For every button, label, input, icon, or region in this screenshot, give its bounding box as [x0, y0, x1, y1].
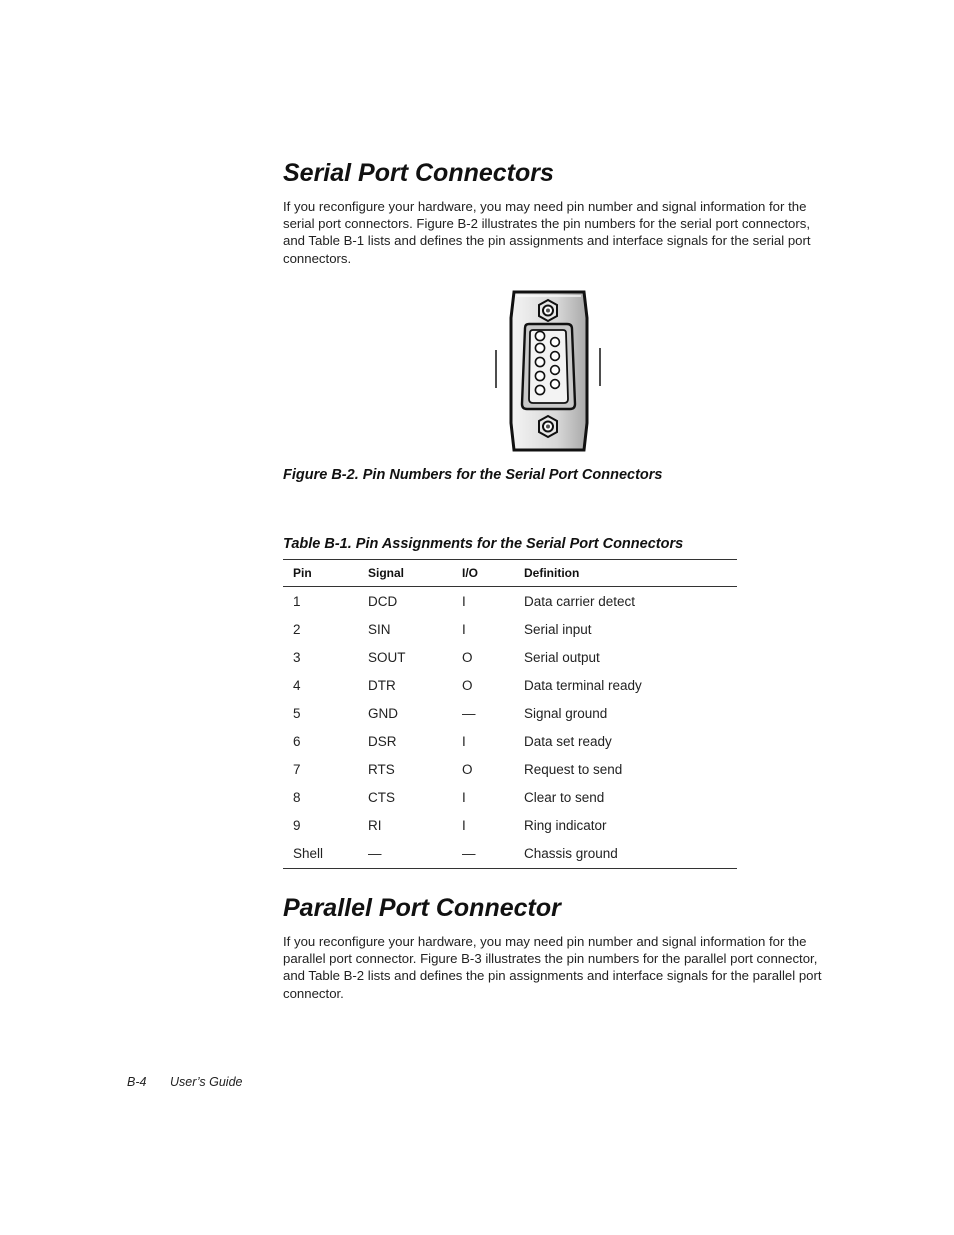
definition-cell: Data terminal ready — [524, 677, 642, 693]
io-cell: O — [462, 677, 473, 693]
definition-cell: Data set ready — [524, 734, 612, 750]
definition-cell: Data carrier detect — [524, 593, 636, 609]
signal-cell: RI — [368, 818, 382, 834]
io-cell: O — [462, 649, 473, 665]
column-header-io: I/O — [452, 560, 514, 587]
signal-cell: DTR — [368, 677, 396, 693]
definition-cell: Chassis ground — [514, 840, 737, 869]
footer-page-number: B-4 — [127, 1075, 147, 1089]
table-caption: Table B-1. Pin Assignments for the Serial Port Connectors — [283, 536, 684, 552]
pin-cell: 9 — [293, 818, 301, 834]
db9-serial-connector-icon — [492, 288, 604, 453]
table-row — [283, 812, 737, 840]
io-cell: I — [462, 621, 466, 637]
table-row — [283, 671, 737, 699]
signal-cell: DCD — [368, 593, 398, 609]
pin-cell: 5 — [293, 705, 301, 721]
serial-intro-paragraph: If you reconfigure your hardware, you may need pin number and signal information for the serial port connectors. Figure B-2 illustrates the pin numbers for the serial port connectors, and Table B-1 lists and defines the pin assignments and interface signals for the serial port connectors. — [283, 199, 811, 266]
pin-cell: 4 — [293, 677, 301, 693]
definition-cell: Clear to send — [524, 790, 605, 806]
table-row — [283, 727, 737, 755]
signal-cell: GND — [368, 705, 398, 721]
io-cell: I — [462, 593, 466, 609]
column-header-pin: Pin — [283, 560, 358, 587]
column-header-signal: Signal — [358, 560, 452, 587]
signal-cell: SOUT — [368, 649, 406, 665]
io-cell: I — [462, 734, 466, 750]
signal-cell: CTS — [368, 790, 395, 806]
definition-cell: Signal ground — [524, 705, 608, 721]
pin-assignments-table — [283, 559, 737, 869]
serial-section-heading: Serial Port Connectors — [283, 159, 554, 187]
pin-cell: 1 — [293, 593, 301, 609]
footer-document-title: User’s Guide — [170, 1075, 243, 1089]
column-header-definition: Definition — [514, 560, 737, 587]
signal-cell: SIN — [368, 621, 391, 637]
pin-cell: 6 — [293, 734, 301, 750]
io-cell: O — [462, 762, 473, 778]
table-row — [283, 643, 737, 671]
table-row — [283, 784, 737, 812]
signal-cell: DSR — [368, 734, 397, 750]
table-header-row — [283, 560, 737, 587]
definition-cell: Ring indicator — [524, 818, 607, 834]
pin-cell: Shell — [283, 840, 358, 869]
definition-cell: Request to send — [524, 762, 623, 778]
pin-cell: 7 — [293, 762, 301, 778]
pin-cell: 3 — [293, 649, 301, 665]
table-row — [283, 587, 737, 616]
table-row — [283, 615, 737, 643]
table-row — [283, 756, 737, 784]
definition-cell: Serial output — [524, 649, 600, 665]
io-cell: — — [452, 840, 514, 869]
parallel-section-heading: Parallel Port Connector — [283, 894, 561, 922]
signal-cell: RTS — [368, 762, 395, 778]
pin-cell: 8 — [293, 790, 301, 806]
io-cell: I — [462, 818, 466, 834]
pin-cell: 2 — [293, 621, 301, 637]
parallel-intro-paragraph: If you reconfigure your hardware, you may need pin number and signal information for the parallel port connector. Figure B-3 illustrates the pin numbers for the parallel port connector, and Table B-2 lists and defines the pin assignments and interface signals for the parallel port connector. — [283, 934, 822, 1001]
table-row — [283, 840, 737, 869]
table-row — [283, 699, 737, 727]
signal-cell: — — [358, 840, 452, 869]
io-cell: — — [462, 705, 476, 721]
io-cell: I — [462, 790, 466, 806]
definition-cell: Serial input — [524, 621, 592, 637]
figure-caption: Figure B-2. Pin Numbers for the Serial Port Connectors — [283, 467, 663, 483]
